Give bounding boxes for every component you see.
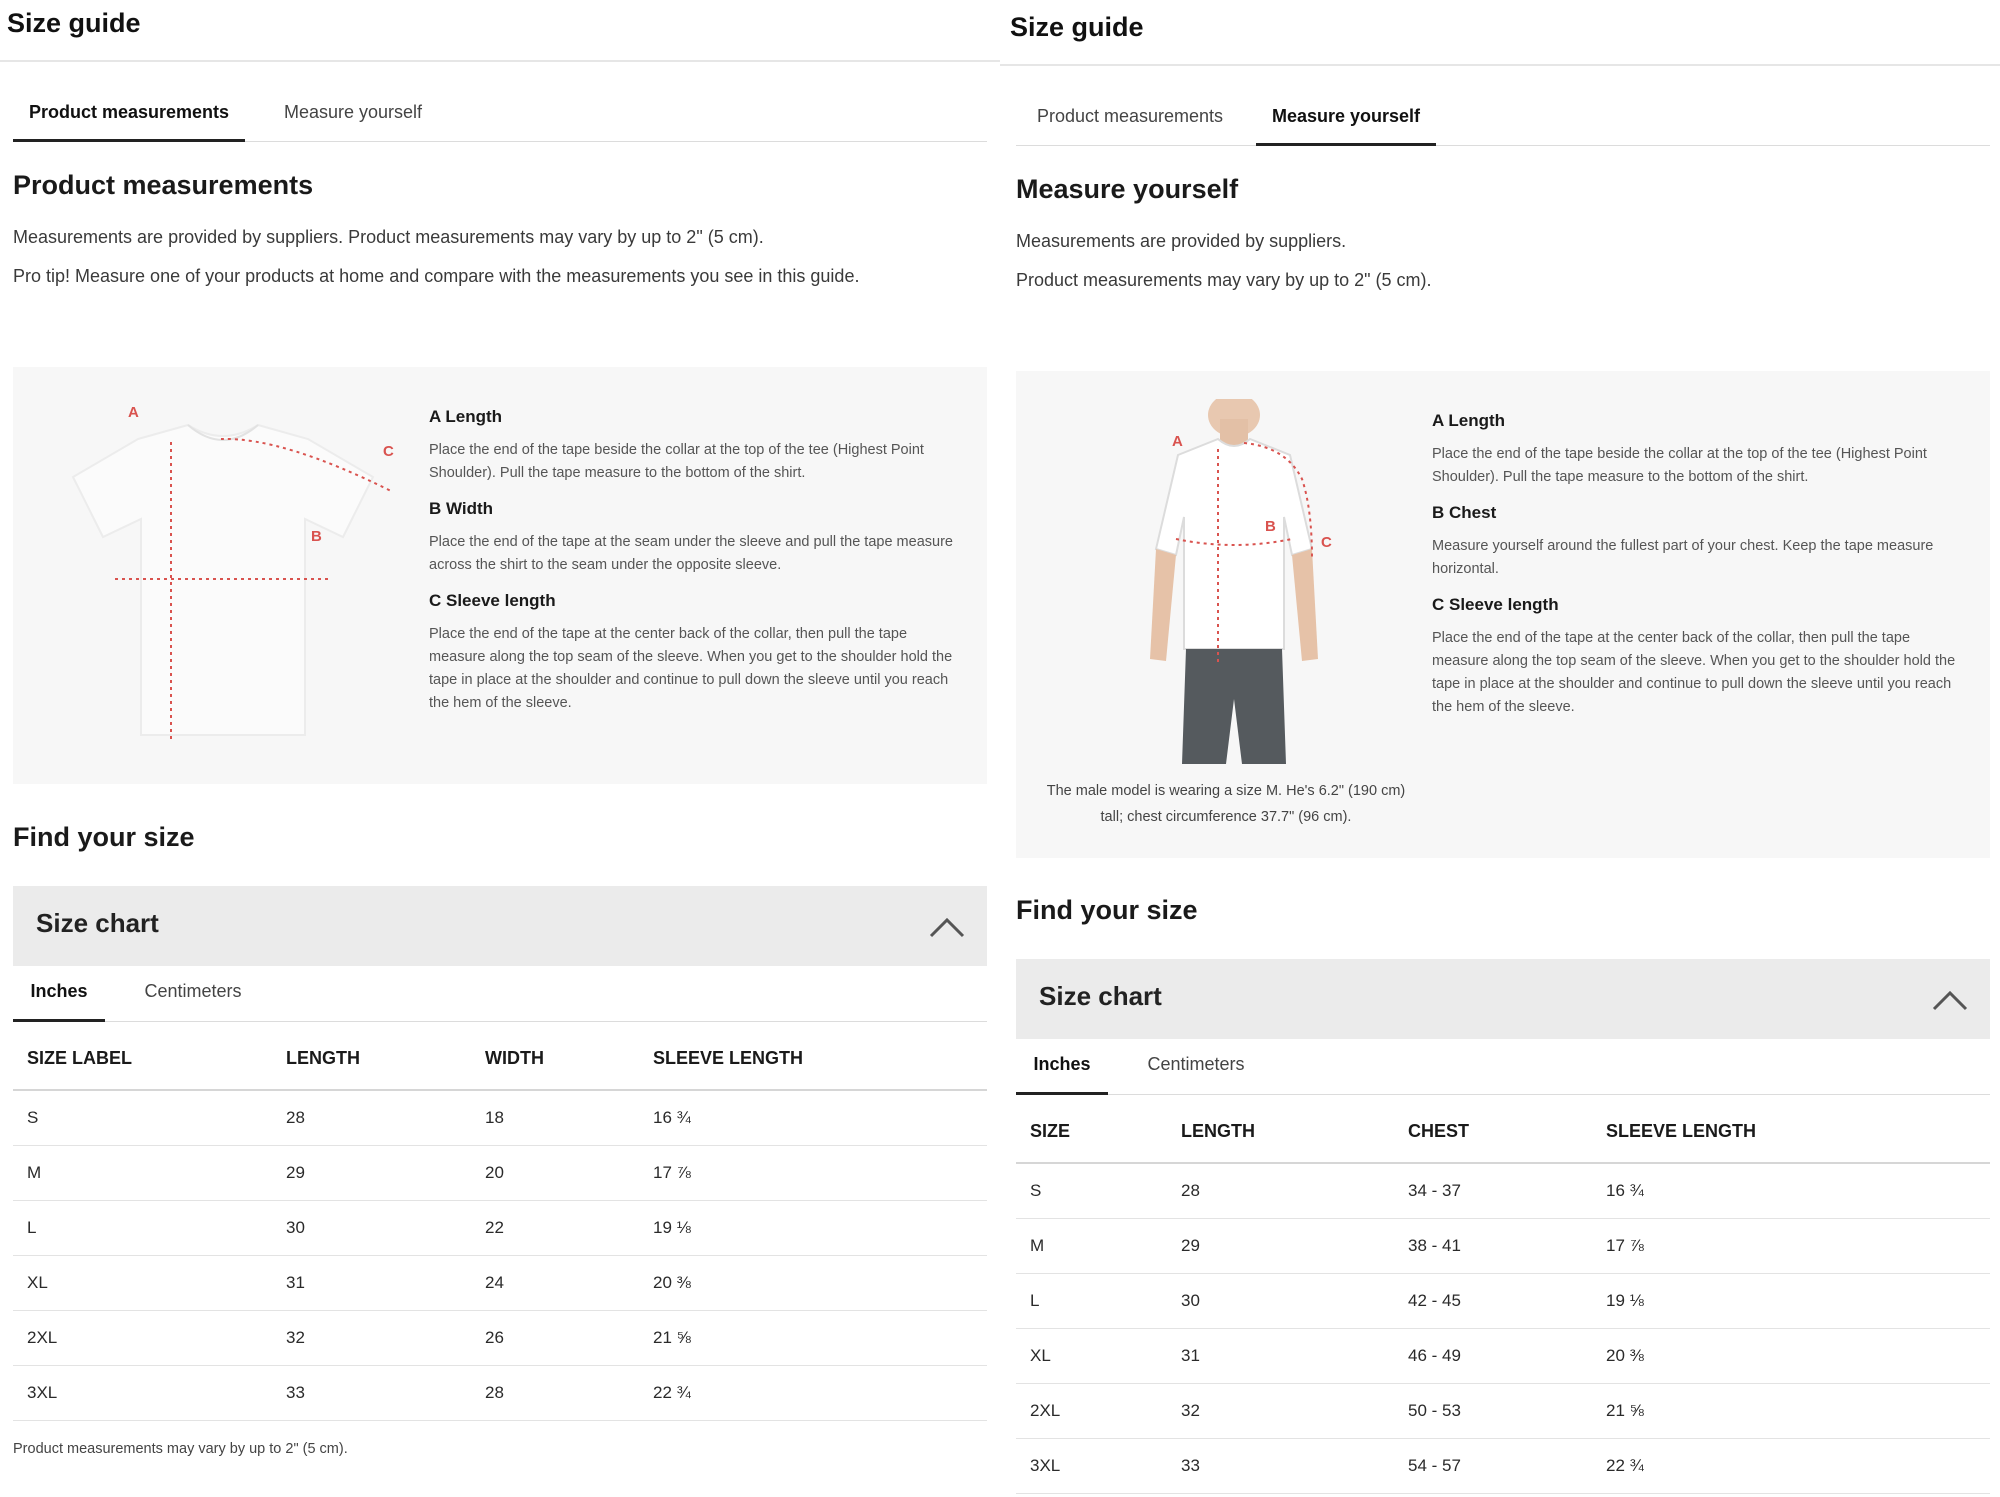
measure-desc-c: Place the end of the tape at the center back of the collar, then pull the tape measure along the top seam of the sleeve. When you get to the shoulder hold the tape in place at the shoulder and continue to pull down the sleeve until you reach the hem of the sleeve. xyxy=(429,626,953,711)
tab-bar xyxy=(1016,92,1990,146)
intro-text-1: Measurements are provided by suppliers. Product measurements may vary by up to 2" (5 cm). xyxy=(13,227,764,247)
cell: M xyxy=(1016,1218,1167,1273)
cell: 19 ⅛ xyxy=(1592,1273,1990,1328)
measure-title-c: C Sleeve length xyxy=(429,591,556,610)
cell: 2XL xyxy=(1016,1383,1167,1438)
table-row xyxy=(1016,1383,1990,1438)
col-size: SIZE xyxy=(1016,1101,1167,1163)
measure-desc-a: Place the end of the tape beside the collar at the top of the tee (Highest Point Shoulder). Pull the tape measure to the bottom of the shirt. xyxy=(1432,446,1927,485)
col-length: LENGTH xyxy=(272,1028,471,1090)
table-header-row xyxy=(1016,1101,1990,1163)
cell: XL xyxy=(1016,1328,1167,1383)
tab-measure-yourself[interactable]: Measure yourself xyxy=(283,102,423,122)
cell: 16 ¾ xyxy=(639,1090,987,1145)
cell: 31 xyxy=(272,1255,471,1310)
measure-desc-b: Measure yourself around the fullest part of your chest. Keep the tape measure horizontal. xyxy=(1432,538,1934,577)
cell: M xyxy=(13,1145,272,1200)
cell: 20 ⅜ xyxy=(639,1255,987,1310)
label-a: A xyxy=(1172,433,1183,450)
cell: 33 xyxy=(1167,1438,1394,1493)
label-c: C xyxy=(383,443,394,460)
tab-measure-yourself[interactable]: Measure yourself xyxy=(1256,92,1436,146)
cell: S xyxy=(13,1090,272,1145)
cell: 32 xyxy=(272,1310,471,1365)
cell: 33 xyxy=(272,1365,471,1420)
measure-desc-a: Place the end of the tape beside the collar at the top of the tee (Highest Point Shoulder). Pull the tape measure to the bottom of the shirt. xyxy=(429,442,924,481)
cell: S xyxy=(1016,1163,1167,1218)
tab-product-measurements[interactable]: Product measurements xyxy=(1036,106,1224,126)
table-row xyxy=(13,1310,987,1365)
cell: 19 ⅛ xyxy=(639,1200,987,1255)
page-title: Size guide xyxy=(7,8,141,38)
table-row xyxy=(1016,1328,1990,1383)
tab-centimeters[interactable]: Centimeters xyxy=(1147,1054,1245,1074)
tab-bar xyxy=(13,88,987,142)
tab-product-measurements[interactable]: Product measurements xyxy=(13,88,245,142)
cell: 22 ¾ xyxy=(639,1365,987,1420)
cell: 28 xyxy=(1167,1163,1394,1218)
col-width: WIDTH xyxy=(471,1028,639,1090)
cell: 20 xyxy=(471,1145,639,1200)
tshirt-flat-icon xyxy=(43,397,423,757)
cell: 30 xyxy=(272,1200,471,1255)
table-row xyxy=(13,1255,987,1310)
measure-title-a: A Length xyxy=(429,407,503,426)
find-size-heading: Find your size xyxy=(1016,895,1198,925)
measure-desc-b: Place the end of the tape at the seam under the sleeve and pull the tape measure across the shirt to the seam under the opposite sleeve. xyxy=(429,534,953,573)
measure-descriptions xyxy=(429,407,959,729)
cell: L xyxy=(13,1200,272,1255)
cell: L xyxy=(1016,1273,1167,1328)
size-chart-header[interactable] xyxy=(13,886,987,966)
cell: 3XL xyxy=(1016,1438,1167,1493)
cell: 24 xyxy=(471,1255,639,1310)
table-header-row xyxy=(13,1028,987,1090)
table-row xyxy=(13,1200,987,1255)
unit-tabs xyxy=(1016,1039,1990,1095)
intro-text-1: Measurements are provided by suppliers. xyxy=(1016,231,1347,251)
size-chart-title: Size chart xyxy=(1039,981,1162,1011)
cell: 17 ⅞ xyxy=(639,1145,987,1200)
measure-title-a: A Length xyxy=(1432,411,1506,430)
cell: 38 - 41 xyxy=(1394,1218,1592,1273)
cell: 17 ⅞ xyxy=(1592,1218,1990,1273)
table-row xyxy=(13,1365,987,1420)
section-heading: Measure yourself xyxy=(1016,174,1239,204)
measure-title-b: B Width xyxy=(429,499,494,518)
tab-inches[interactable]: Inches xyxy=(1016,1039,1108,1095)
measure-desc-c: Place the end of the tape at the center back of the collar, then pull the tape measure along the top seam of the sleeve. When you get to the shoulder hold the tape in place at the shoulder and continue to pull down the sleeve until you reach the hem of the sleeve. xyxy=(1432,630,1956,715)
col-length: LENGTH xyxy=(1167,1101,1394,1163)
cell: 31 xyxy=(1167,1328,1394,1383)
measure-title-c: C Sleeve length xyxy=(1432,595,1559,614)
cell: 28 xyxy=(272,1090,471,1145)
size-table xyxy=(13,1028,987,1421)
table-row xyxy=(1016,1218,1990,1273)
chevron-up-icon[interactable] xyxy=(1932,983,1968,1019)
col-chest: CHEST xyxy=(1394,1101,1592,1163)
size-chart-header[interactable] xyxy=(1016,959,1990,1039)
measure-descriptions xyxy=(1432,411,1962,733)
cell: 29 xyxy=(1167,1218,1394,1273)
cell: 18 xyxy=(471,1090,639,1145)
cell: 32 xyxy=(1167,1383,1394,1438)
label-b: B xyxy=(1265,518,1276,535)
find-size-heading: Find your size xyxy=(13,822,195,852)
intro-text-2: Pro tip! Measure one of your products at home and compare with the measurements you see in this guide. xyxy=(13,266,860,286)
label-c: C xyxy=(1321,534,1332,551)
col-size-label: SIZE LABEL xyxy=(13,1028,272,1090)
cell: 26 xyxy=(471,1310,639,1365)
cell: 21 ⅝ xyxy=(639,1310,987,1365)
measurement-diagram xyxy=(1016,371,1990,858)
size-table xyxy=(1016,1101,1990,1494)
model-person-icon xyxy=(1116,399,1356,764)
header xyxy=(0,0,1000,62)
measure-title-b: B Chest xyxy=(1432,503,1497,522)
unit-tabs xyxy=(13,966,987,1022)
chevron-up-icon[interactable] xyxy=(929,910,965,946)
header xyxy=(1000,0,2000,66)
cell: 42 - 45 xyxy=(1394,1273,1592,1328)
intro-text-2: Product measurements may vary by up to 2" (5 cm). xyxy=(1016,270,1432,290)
col-sleeve-length: SLEEVE LENGTH xyxy=(1592,1101,1990,1163)
cell: 54 - 57 xyxy=(1394,1438,1592,1493)
size-chart-title: Size chart xyxy=(36,908,159,938)
model-caption: The male model is wearing a size M. He's 6.2" (190 cm) tall; chest circumference 37.7" (96 cm). xyxy=(1046,783,1406,825)
table-row xyxy=(13,1145,987,1200)
cell: 30 xyxy=(1167,1273,1394,1328)
table-row xyxy=(1016,1163,1990,1218)
table-row xyxy=(1016,1438,1990,1493)
cell: 34 - 37 xyxy=(1394,1163,1592,1218)
measurement-diagram xyxy=(13,367,987,784)
cell: 50 - 53 xyxy=(1394,1383,1592,1438)
label-a: A xyxy=(128,404,139,421)
cell: 16 ¾ xyxy=(1592,1163,1990,1218)
tab-centimeters[interactable]: Centimeters xyxy=(144,981,242,1001)
cell: 22 ¾ xyxy=(1592,1438,1990,1493)
page-title: Size guide xyxy=(1010,12,1144,42)
cell: 46 - 49 xyxy=(1394,1328,1592,1383)
cell: 3XL xyxy=(13,1365,272,1420)
cell: 20 ⅜ xyxy=(1592,1328,1990,1383)
cell: 2XL xyxy=(13,1310,272,1365)
cell: 21 ⅝ xyxy=(1592,1383,1990,1438)
table-row xyxy=(13,1090,987,1145)
section-heading: Product measurements xyxy=(13,170,314,200)
footnote: Product measurements may vary by up to 2" (5 cm). xyxy=(13,1441,348,1457)
table-row xyxy=(1016,1273,1990,1328)
cell: 22 xyxy=(471,1200,639,1255)
tab-inches[interactable]: Inches xyxy=(13,966,105,1022)
cell: 29 xyxy=(272,1145,471,1200)
size-guide-panel-right xyxy=(1000,0,2000,1497)
cell: XL xyxy=(13,1255,272,1310)
col-sleeve-length: SLEEVE LENGTH xyxy=(639,1028,987,1090)
cell: 28 xyxy=(471,1365,639,1420)
label-b: B xyxy=(311,528,322,545)
